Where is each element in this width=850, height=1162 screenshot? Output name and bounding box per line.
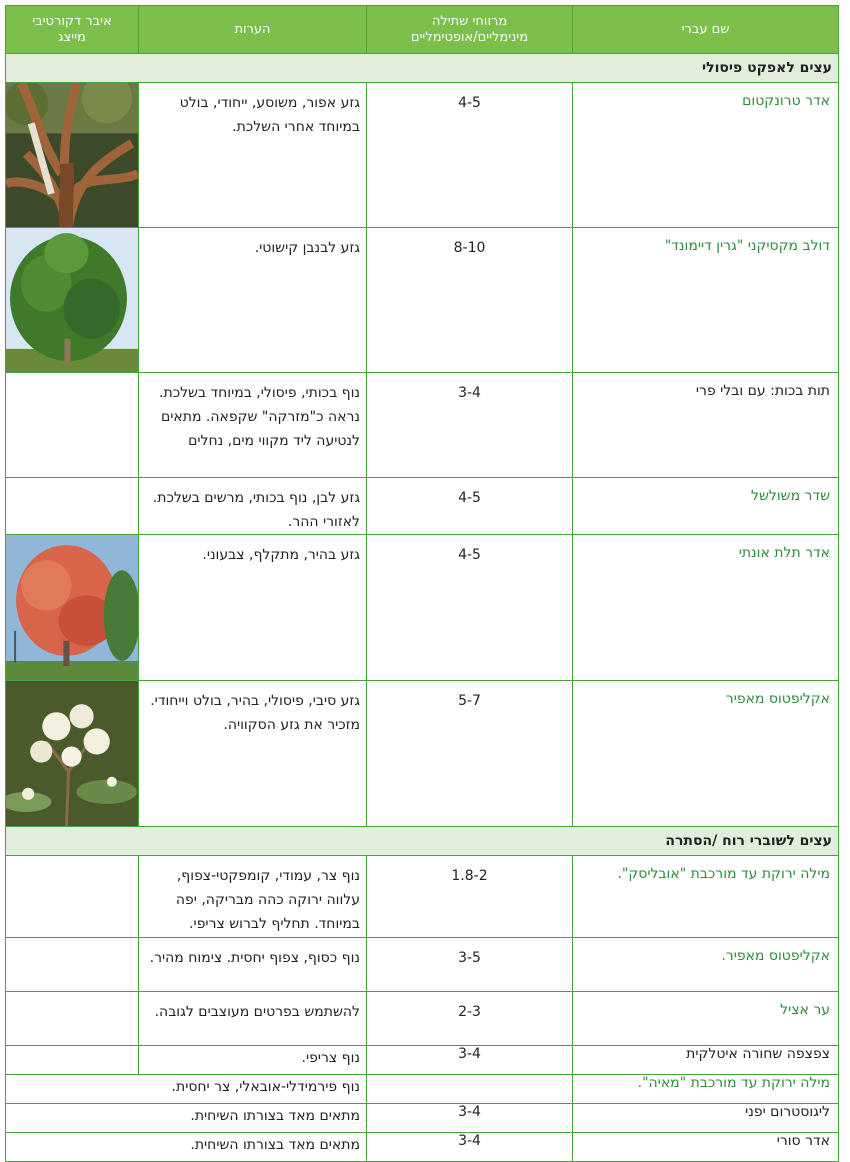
planting-table [5,5,839,1162]
table-row [6,83,839,228]
gnarled-trunk-illustration [6,83,138,227]
planting-spacing: 8-10 [367,228,573,373]
planting-spacing: 3-4 [367,373,573,478]
tree-name: שדר משולשל [573,478,839,535]
header-hebrew-name: שם עברי [573,6,839,54]
section-title: עצים לאפקט פיסולי [6,54,839,83]
tree-name: אדר טרונקטום [573,83,839,228]
tree-notes: גזע לבנבן קישוטי. [139,228,367,373]
tree-name: מילה ירוקת עד מורכבת "אובליסק". [573,856,839,938]
tree-notes: להשתמש בפרטים מעוצבים לגובה. [139,992,367,1046]
planting-spacing: 3-4 [367,1046,573,1075]
tree-notes: גזע סיבי, פיסולי, בהיר, בולט וייחודי. מזכיר את גזע הסקוויה. [139,681,367,827]
green-tree-image [6,228,139,373]
tree-notes: נוף בכותי, פיסולי, במיוחד בשלכת. נראה כ"מזרקה" שקפאה. מתאים לנטיעה ליד מקווי מים, נחלים [139,373,367,478]
eucalyptus-flowers-illustration [6,681,138,826]
empty-image-cell [6,1046,139,1075]
planting-spacing: 5-7 [367,681,573,827]
empty-image-cell [6,856,139,938]
planting-spacing: 3-4 [367,1104,573,1133]
header-row [6,6,839,54]
table-row [6,373,839,478]
tree-name: אדר תלת אונתי [573,535,839,681]
planting-spacing: 2-3 [367,992,573,1046]
tree-notes: גזע לבן, נוף בכותי, מרשים בשלכת. לאזורי ההר. [139,478,367,535]
table-row [6,228,839,373]
table-row [6,1133,839,1162]
tree-notes: נוף צר, עמודי, קומפקטי-צפוף, עלווה ירוקה כהה מבריקה, יפה במיוחד. תחליף לברוש צריפי. [139,856,367,938]
section-row [6,827,839,856]
tree-notes: גזע בהיר, מתקלף, צבעוני. [139,535,367,681]
planting-spacing: 4-5 [367,83,573,228]
planting-spacing: 4-5 [367,535,573,681]
planting-spacing: 3-4 [367,1133,573,1162]
tree-name: אקליפטוס מאפיר [573,681,839,827]
tree-name: ליגוסטרום יפני [573,1104,839,1133]
eucalyptus-flowers-image [6,681,139,827]
tree-name: צפצפה שחורה איטלקית [573,1046,839,1075]
tree-notes: מתאים מאד בצורתו השיחית. [6,1133,367,1162]
header-decorative: איבר דקורטיבי מייצג [6,6,139,54]
gnarled-trunk-image [6,83,139,228]
tree-notes: גזע אפור, משוסע, ייחודי, בולט במיוחד אחרי השלכת. [139,83,367,228]
red-autumn-tree-image [6,535,139,681]
tree-notes: מתאים מאד בצורתו השיחית. [6,1104,367,1133]
empty-image-cell [6,938,139,992]
table-row [6,1046,839,1075]
table-row [6,992,839,1046]
tree-name: אקליפטוס מאפיר. [573,938,839,992]
planting-spacing [367,1075,573,1104]
tree-name: תות בכות: עם ובלי פרי [573,373,839,478]
table-row [6,478,839,535]
tree-name: דולב מקסיקני "גרין דיימונד" [573,228,839,373]
tree-notes: נוף כסוף, צפוף יחסית. צימוח מהיר. [139,938,367,992]
tree-notes: נוף פירמידלי-אובאלי, צר יחסית. [6,1075,367,1104]
tree-name: מילה ירוקת עד מורכבת "מאיה". [573,1075,839,1104]
tree-name: ער אציל [573,992,839,1046]
header-spacing: מרווחי שתילה מינימליים/אופטימליים [367,6,573,54]
header-notes: הערות [139,6,367,54]
table-row [6,1075,839,1104]
table-row [6,535,839,681]
empty-image-cell [6,992,139,1046]
tree-name: אדר סורי [573,1133,839,1162]
tree-notes: נוף צריפי. [139,1046,367,1075]
section-title: עצים לשוברי רוח /הסתרה [6,827,839,856]
red-autumn-tree-illustration [6,535,138,680]
empty-image-cell [6,373,139,478]
planting-spacing: 1.8-2 [367,856,573,938]
green-tree-illustration [6,228,138,372]
empty-image-cell [6,478,139,535]
planting-spacing: 3-5 [367,938,573,992]
table-row [6,856,839,938]
table-row [6,938,839,992]
section-row [6,54,839,83]
table-row [6,1104,839,1133]
planting-spacing: 4-5 [367,478,573,535]
table-row [6,681,839,827]
